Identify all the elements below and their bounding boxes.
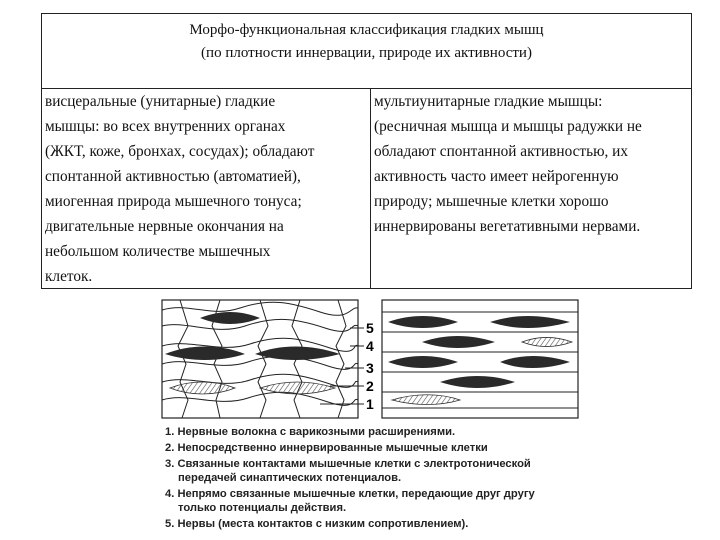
left-line: миогенная природа мышечного тонуса; xyxy=(45,193,302,210)
label-2: 2 xyxy=(366,378,374,394)
left-line: небольшом количестве мышечных xyxy=(45,243,271,260)
label-4: 4 xyxy=(366,338,374,354)
right-line: мультиунитарные гладкие мышцы: xyxy=(374,93,603,110)
right-line: иннервированы вегетативными нервами. xyxy=(374,218,641,235)
table-header xyxy=(42,14,691,89)
left-muscle-block xyxy=(162,300,358,418)
right-muscle-block xyxy=(382,300,578,418)
smooth-muscle-diagram xyxy=(160,296,580,421)
legend-item: 4. Непрямо связанные мышечные клетки, передающие друг другу xyxy=(165,488,535,500)
legend-item-continuation: передачей синаптических потенциалов. xyxy=(178,472,402,484)
table-title: Морфо-функциональная классификация гладких мышц xyxy=(189,22,544,38)
classification-table xyxy=(41,13,692,289)
left-line: клеток. xyxy=(45,268,93,285)
left-line: висцеральные (унитарные) гладкие xyxy=(45,93,276,110)
left-line: мышцы: во всех внутренних органах xyxy=(45,118,286,135)
left-line: двигательные нервные окончания на xyxy=(45,218,284,235)
multiunit-muscle-cell xyxy=(371,89,691,288)
right-line: (ресничная мышца и мышцы радужки не xyxy=(374,118,642,135)
left-line: спонтанной активностью (автоматией), xyxy=(45,168,301,185)
legend-item: 3. Связанные контактами мышечные клетки с электротонической xyxy=(165,458,531,470)
right-line: природу; мышечные клетки хорошо xyxy=(374,193,609,210)
visceral-muscle-cell xyxy=(42,89,371,288)
label-1: 1 xyxy=(366,396,374,412)
legend-item: 5. Нервы (места контактов с низким сопротивлением). xyxy=(165,518,469,530)
right-line: обладают спонтанной активностью, их xyxy=(374,143,628,160)
legend-item: 2. Непосредственно иннервированные мышечные клетки xyxy=(165,442,488,454)
right-line: активность часто имеет нейрогенную xyxy=(374,168,619,185)
legend-item-continuation: только потенциалы действия. xyxy=(178,502,347,514)
table-subtitle: (по плотности иннервации, природе их активности) xyxy=(201,45,532,61)
label-3: 3 xyxy=(366,360,374,376)
label-5: 5 xyxy=(366,320,374,336)
legend-item: 1. Нервные волокна с варикозными расширениями. xyxy=(165,426,456,438)
left-line: (ЖКТ, коже, бронхах, сосудах); обладают xyxy=(45,143,315,160)
